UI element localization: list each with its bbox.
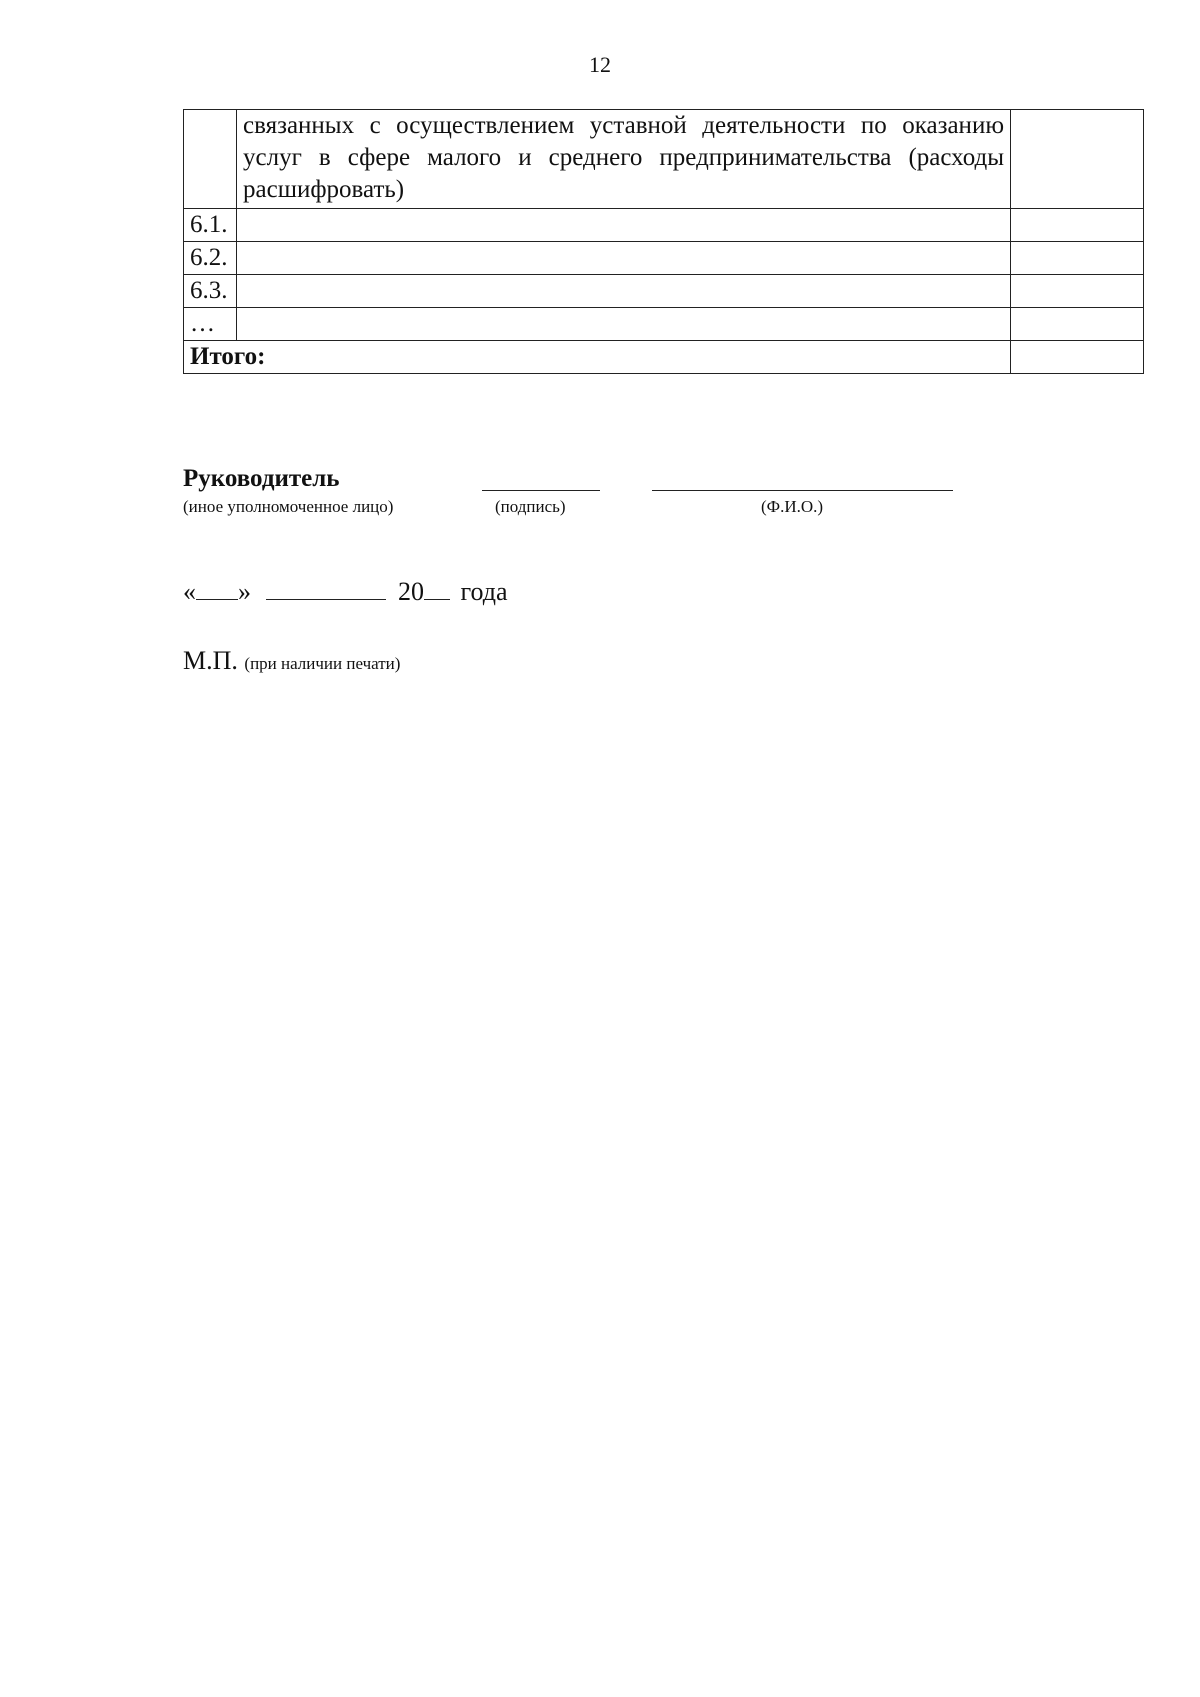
year-blank <box>424 577 450 600</box>
day-blank <box>196 577 238 600</box>
signer-title: Руководитель <box>183 465 340 492</box>
row-value <box>1011 275 1144 308</box>
row-name <box>237 275 1011 308</box>
stamp-placeholder <box>183 646 400 676</box>
expenses-table <box>183 109 1144 374</box>
table-row <box>184 242 1144 275</box>
row-name <box>237 308 1011 341</box>
table-cell-empty <box>184 110 237 209</box>
table-row <box>184 209 1144 242</box>
date-close-quote: » <box>238 577 251 606</box>
row-number: … <box>184 308 237 341</box>
table-cell-value <box>1011 110 1144 209</box>
page-number: 12 <box>589 52 611 77</box>
table-cell-description: связанных с осуществлением уставной деятельности по оказанию услуг в сфере малого и среднего предпринимательства (расходы расшифровать) <box>237 110 1011 209</box>
month-blank <box>266 577 386 600</box>
year-word: года <box>460 577 508 606</box>
stamp-note: (при наличии печати) <box>244 654 401 673</box>
table-row-total <box>184 341 1144 374</box>
signature-line <box>482 490 600 491</box>
signature-caption: (подпись) <box>495 497 566 516</box>
stamp-label: М.П. <box>183 646 238 675</box>
total-value <box>1011 341 1144 374</box>
full-name-caption: (Ф.И.О.) <box>761 497 824 516</box>
row-value <box>1011 242 1144 275</box>
row-number: 6.3. <box>184 275 237 308</box>
table-row <box>184 275 1144 308</box>
table-row <box>184 308 1144 341</box>
full-name-line <box>652 490 953 491</box>
total-label: Итого: <box>184 341 1011 374</box>
row-value <box>1011 209 1144 242</box>
date-open-quote: « <box>183 577 196 606</box>
year-prefix: 20 <box>398 577 424 606</box>
table-row-description <box>184 110 1144 209</box>
date-line <box>183 577 508 607</box>
signer-title-note: (иное уполномоченное лицо) <box>183 497 394 516</box>
row-name <box>237 209 1011 242</box>
row-value <box>1011 308 1144 341</box>
row-name <box>237 242 1011 275</box>
row-number: 6.2. <box>184 242 237 275</box>
row-number: 6.1. <box>184 209 237 242</box>
